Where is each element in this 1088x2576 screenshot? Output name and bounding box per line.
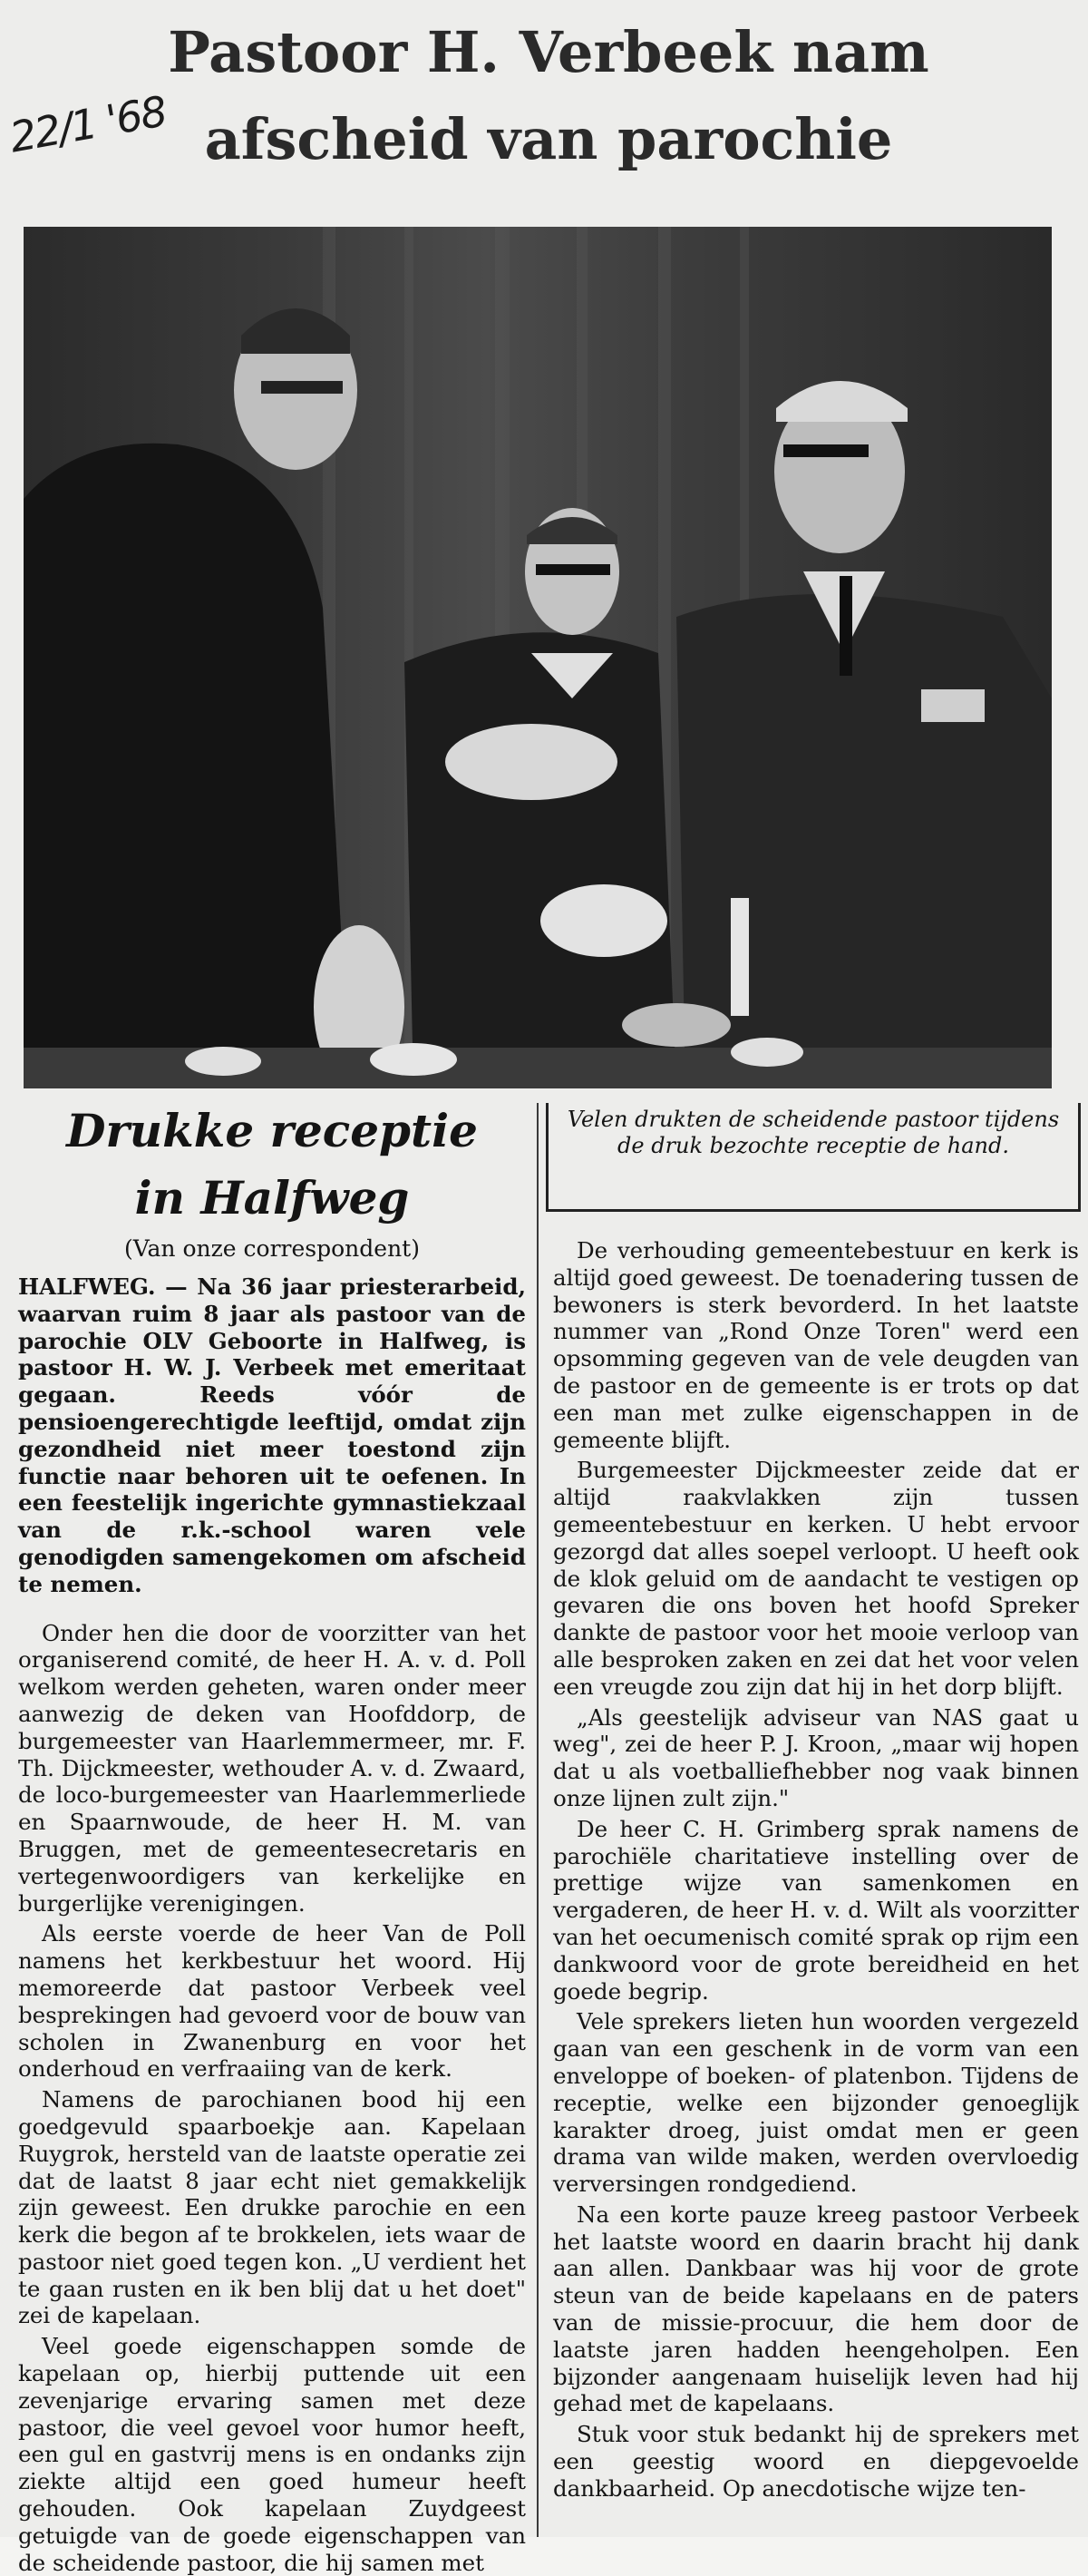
sub-headline-line-2: in Halfweg	[134, 1171, 410, 1225]
photo-illustration	[24, 227, 1052, 1088]
headline-line-2: afscheid van parochie	[204, 106, 893, 172]
article-paragraph: Veel goede eigenschappen somde de kapelaan op, hierbij puttende uit een zevenjarige ervaring samen met deze pastoor, die veel gevoel voor humor heeft, een gul en gastvrij mens is en ondanks zijn ziekte altijd een goed humeur heeft gehouden. Ook kapelaan Zuydgeest getuigde van de goede eigenschappen van de scheidende pastoor, die hij samen met	[18, 2333, 526, 2576]
article-paragraph: Stuk voor stuk bedankt hij de sprekers met een geestig woord en diepgevoelde dankbaarheid. Op anecdotische wijze ten-	[553, 2421, 1079, 2502]
byline: (Van onze correspondent)	[124, 1235, 420, 1262]
photo-caption: Velen drukten de scheidende pastoor tijdens de druk bezochte receptie de hand.	[546, 1103, 1081, 1212]
article-paragraph: Vele sprekers lieten hun woorden vergezeld gaan van een geschenk in de vorm van een enveloppe of boeken- of platenbon. Tijdens de receptie, welke een bijzonder genoeglijk karakter droeg, juist omdat men er geen drama van wilde maken, werden overvloedig verversingen rondgediend.	[553, 2008, 1079, 2198]
left-man-figure	[24, 308, 404, 1088]
article-paragraph: De heer C. H. Grimberg sprak namens de parochiële charitatieve instelling over de prettige wijze van samenkomen en vergaderen, de heer H. v. d. Wilt als voorzitter van het oecumenisch comité sprak op rijm een dankwoord voor de grote bereidheid en het goede begrip.	[553, 1815, 1079, 2005]
article-paragraph: Burgemeester Dijckmeester zeide dat er altijd raakvlakken zijn tussen gemeentebestuur en kerken. U hebt ervoor gezorgd dat alles soepel verloopt. U heeft ook de klok geluid om de aandacht te vestigen op gevaren die ons boven het hoofd Spreker dankte de pastoor voor het mooie verloop van alle besproken zaken en zei dat het voor velen een vreugde zou zijn dat hij in het dorp blijft.	[553, 1457, 1079, 1700]
article-lead: HALFWEG. — Na 36 jaar priesterarbeid, waarvan ruim 8 jaar als pastoor van de parochie OLV Geboorte in Halfweg, is pastoor H. W. J. Verbeek met emeritaat gegaan. Reeds vóór de pensioengerechtigde leeftijd, omdat zijn gezondheid niet meer toestond zijn functie naar behoren uit te oefenen. In een feestelijk ingerichte gymnastiekzaal van de r.k.-school waren vele genodigden samengekomen om afscheid te nemen.	[18, 1273, 526, 1597]
column-divider	[537, 1103, 539, 2537]
article-paragraph: Na een korte pauze kreeg pastoor Verbeek het laatste woord en daarin bracht hij dank aan allen. Dankbaar was hij voor de grote steun van de beide kapelaans en de paters van de missie-procuur, die hem door de laatste jaren hadden heengeholpen. Een bijzonder aangenaam huiselijk leven had hij gehad met de kapelaans.	[553, 2200, 1079, 2417]
article-paragraph: Onder hen die door de voorzitter van het organiserend comité, de heer H. A. v. d. Poll welkom werden geheten, waren onder meer aanwezig de deken van Hoofddorp, de burgemeester van Haarlemmermeer, mr. F. Th. Dijckmeester, wethouder A. v. d. Zwaard, de loco-burgemeester van Haarlemmerliede en Spaarnwoude, de heer H. M. van Bruggen, met de gemeentesecretaris en vertegenwoordigers van kerkelijke en burgerlijke verenigingen.	[18, 1619, 526, 1917]
article-paragraph: Namens de parochianen bood hij een goedgevuld spaarboekje aan. Kapelaan Ruygrok, hersteld van de laatste operatie zei dat de laatst 8 jaar echt niet gemakkelijk zijn geweest. Een drukke parochie en een kerk die begon af te brokkelen, iets waar de pastoor niet goed tegen kon. „U verdient het te gaan rusten en ik ben blij dat u het doet" zei de kapelaan.	[18, 2086, 526, 2329]
article-paragraph: „Als geestelijk adviseur van NAS gaat u weg", zei de heer P. J. Kroon, „maar wij hopen dat u als voetballiefhebber nog vaak binnen onze lijnen zult zijn."	[553, 1703, 1079, 1811]
handwritten-date: 22/1 '68	[5, 86, 170, 162]
article-left-column	[18, 1273, 526, 2576]
headline	[36, 9, 1061, 183]
news-photo	[24, 227, 1052, 1088]
article-paragraph: Als eerste voerde de heer Van de Poll namens het kerkbestuur het woord. Hij memoreerde dat pastoor Verbeek veel besprekingen had gevoerd voor de bouw van scholen in Zwanenburg en voor het onderhoud en verfraaiing van de kerk.	[18, 1920, 526, 2083]
sub-headline-line-1: Drukke receptie	[66, 1104, 478, 1157]
headline-line-1: Pastoor H. Verbeek nam	[168, 19, 929, 85]
article-right-column	[553, 1237, 1079, 2503]
article-paragraph: De verhouding gemeentebestuur en kerk is altijd goed geweest. De toenadering tussen de bewoners is sterk bevorderd. In het laatste nummer van „Rond Onze Toren" werd een opsomming gegeven van de vele deugden van de pastoor en de gemeente is er trots op dat een man met zulke eigenschappen in de gemeente blijft.	[553, 1237, 1079, 1453]
sub-headline	[18, 1098, 526, 1232]
